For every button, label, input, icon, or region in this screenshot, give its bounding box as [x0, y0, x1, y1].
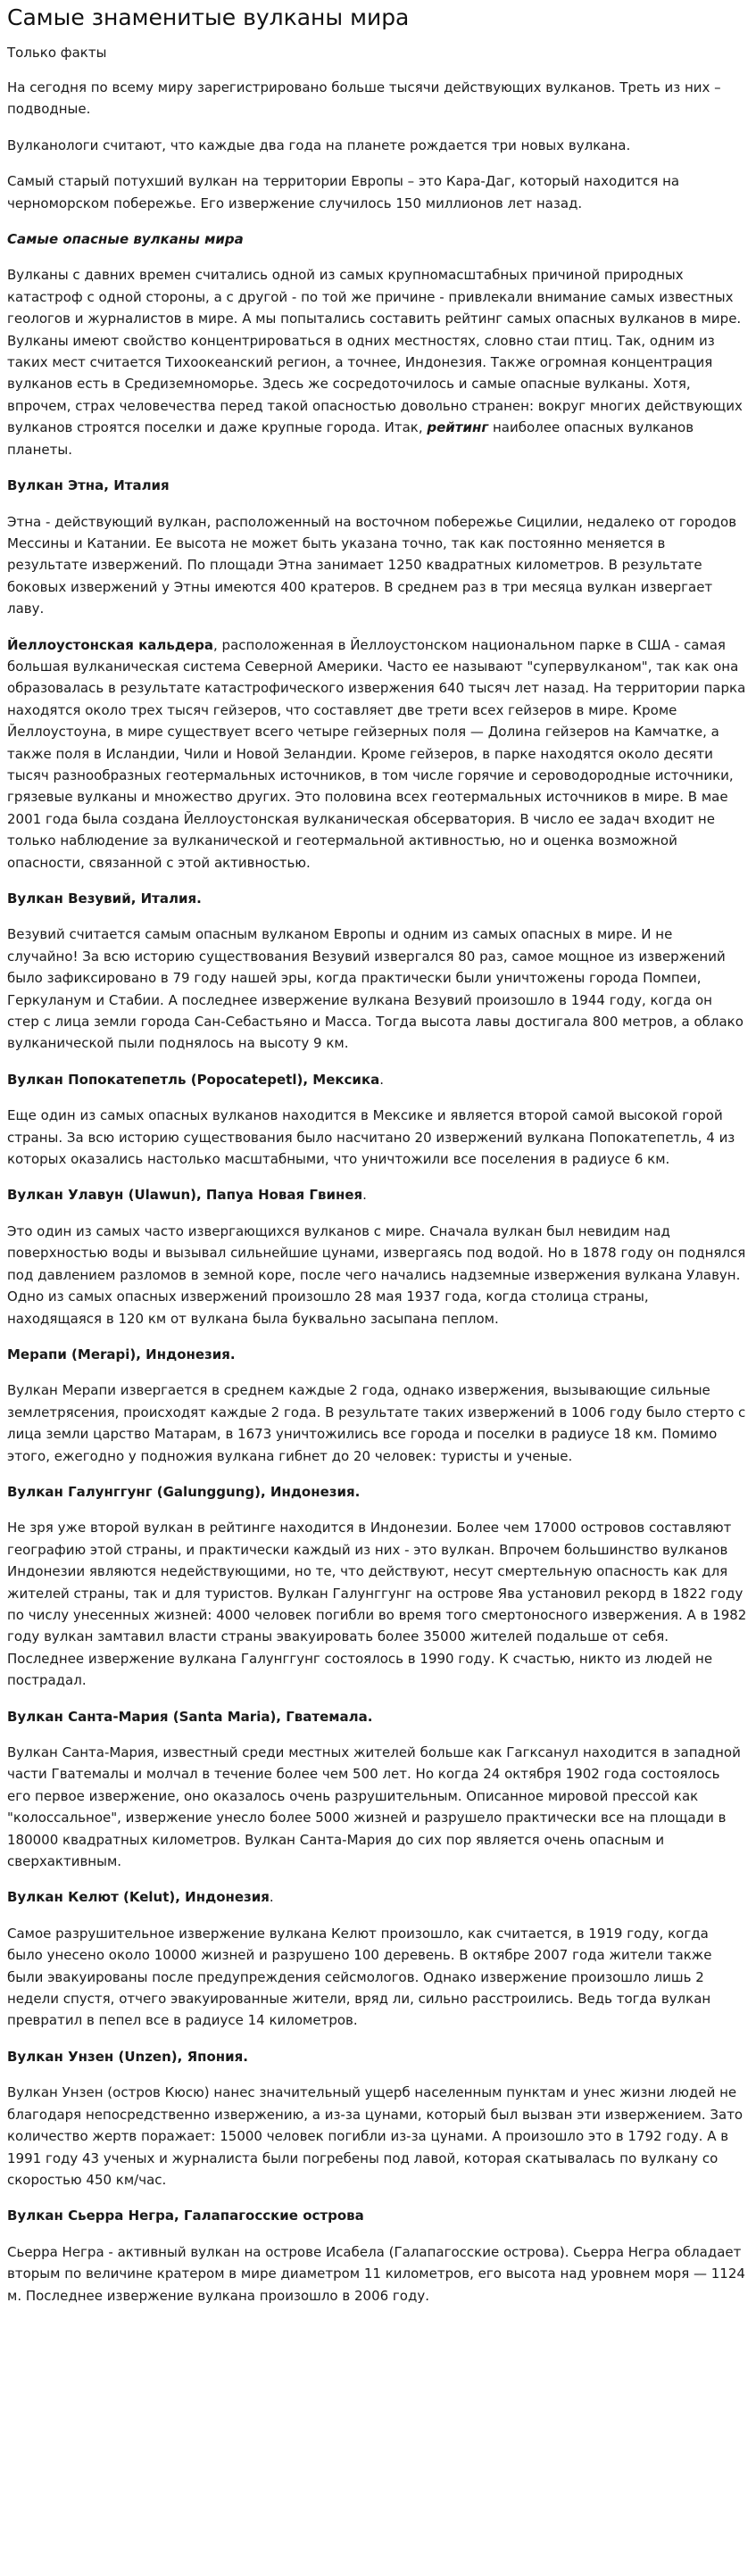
yellowstone-lead: Йеллоустонская кальдера: [7, 636, 214, 653]
section-heading-unzen: Вулкан Унзен (Unzen), Япония.: [7, 2048, 248, 2065]
popocatepetl-heading-tail: .: [379, 1071, 385, 1088]
ulawun-heading-tail: .: [362, 1187, 367, 1204]
section-heading-etna: Вулкан Этна, Италия: [7, 477, 170, 494]
kelut-heading-tail: .: [269, 1889, 274, 1906]
unzen-paragraph: Вулкан Унзен (остров Кюсю) нанес значительный ущерб населенным пунктам и унес жизни людей не благодаря непосредственно извержению, а из-за цунами, который был вызван эти извержением. Зато количество жертв поражает: 15000 человек погибли из-за цунами. А произошло это в 1792 году. А в 1991 году 43 ученых и журналиста были погребены под лавой, которая скатывалась по вулкану со скоростью 450 км/час.: [7, 2084, 744, 2188]
section-heading-ulawun: [7, 1184, 747, 1205]
section-heading-santamaria: Вулкан Санта-Мария (Santa Maria), Гватемала.: [7, 1708, 373, 1725]
dangerous-text-before: Вулканы с давних времен считались одной из самых крупномасштабных причиной природных катастроф с одной стороны, а с другой - по той же причине - привлекали внимание самых известных геологов и журналистов в мире. А мы попытались составить рейтинг самых опасных вулканов в мире. Вулканы имеют свойство концентрироваться в одних местностях, словно стаи птиц. Так, одним из таких мест считается Тихоокеанский регион, а точнее, Индонезия. Также огромная концентрация вулканов есть в Средиземноморье. Здесь же сосредоточилось и самые опасные вулканы. Хотя, впрочем, страх человечества перед такой опасностью довольно странен: вокруг многих действующих вулканов строятся поселки и даже крупные города. Итак,: [7, 267, 743, 436]
yellowstone-text: , расположенная в Йеллоустонском национальном парке в США - самая большая вулканическая система Северной Америки. Часто ее называют "супервулканом", так как она образовалась в результате катастрофического извержения 640 тысяч лет назад. На территории парка находятся около трех тысяч гейзеров, что составляет две трети всех гейзеров в мире. Кроме Йеллоустоуна, в мире существует всего четыре гейзерных поля — Долина гейзеров на Камчатке, а также поля в Исландии, Чили и Новой Зеландии. Кроме гейзеров, в парке находятся около десяти тысяч разнообразных геотермальных источников, в том числе горячие и сероводородные источники, грязевые вулканы и множество других. Это половина всех геотермальных источников в мире. В мае 2001 года была создана Йеллоустонская вулканическая обсерватория. В число ее задач входит не только наблюдение за вулканической и геотермальной активностью, но и оценка возможной опасности, связанной с этой активностью.: [7, 636, 746, 871]
section-heading-kelut: [7, 1886, 747, 1908]
kelut-paragraph: Самое разрушительное извержение вулкана Келют произошло, как считается, в 1919 году, когда было унесено около 10000 жизней и разрушено 100 деревень. В октябре 2007 года жители также были эвакуированы после предупреждения сейсмологов. Однако извержение произошло лишь 2 недели спустя, отчего эвакуированные жители, вряд ли, сильно расстроились. Ведь тогда вулкан превратил в пепел все в радиусе 14 километров.: [7, 1925, 712, 2029]
kelut-heading-text: Вулкан Келют (Kelut), Индонезия: [7, 1889, 270, 1906]
merapi-paragraph: Вулкан Мерапи извергается в среднем каждые 2 года, однако извержения, вызывающие сильные землетрясения, происходят каждые 2 года. В результате таких извержений в 1006 году было стерто с лица земли царство Матарам, в 1673 уничтожились все города и поселки в радиусе 18 км. Помимо этого, ежегодно у подножия вулкана гибнет до 20 человек: туристы и ученые.: [7, 1382, 746, 1464]
popocatepetl-heading-text: Вулкан Попокатепетль (Popocatepetl), Мексика: [7, 1071, 380, 1088]
intro-paragraph-2: Вулканологи считают, что каждые два года на планете рождается три новых вулкана.: [7, 137, 631, 153]
ulawun-heading-text: Вулкан Улавун (Ulawun), Папуа Новая Гвинея: [7, 1187, 363, 1204]
section-heading-galunggung: Вулкан Галунггунг (Galunggung), Индонезия.: [7, 1483, 361, 1500]
vesuvius-paragraph: Везувий считается самым опасным вулканом Европы и одним из самых опасных в мире. И не случайно! За всю историю существования Везувий извергался 80 раз, самое мощное из извержений было зафиксировано в 79 году нашей эры, когда практически были уничтожены города Помпеи, Геркуланум и Стабии. А последнее извержение вулкана Везувий произошло в 1944 году, когда он стер с лица земли города Сан-Себастьяно и Масса. Тогда высота лавы достигала 800 метров, а облако вулканической пыли поднялось на высоту 9 км.: [7, 926, 744, 1052]
rating-emphasis: рейтинг: [427, 419, 489, 436]
intro-paragraph-3: Самый старый потухший вулкан на территории Европы – это Кара-Даг, который находится на черноморском побережье. Его извержение случилось 150 миллионов лет назад.: [7, 173, 680, 211]
sierra-paragraph: Сьерра Негра - активный вулкан на острове Исабела (Галапагосские острова). Сьерра Негра обладает вторым по величине кратером в мире диаметром 11 километров, его высота над уровнем моря — 1124 м. Последнее извержение вулкана произошло в 2006 году.: [7, 2243, 745, 2304]
dangerous-paragraph: [7, 264, 747, 460]
section-heading-popocatepetl: [7, 1069, 747, 1090]
intro-paragraph-1: На сегодня по всему миру зарегистрировано больше тысячи действующих вулканов. Треть из них – подводные.: [7, 79, 721, 118]
section-heading-merapi: Мерапи (Merapi), Индонезия.: [7, 1346, 236, 1363]
dangerous-text-after: наиболее опасных вулканов планеты.: [7, 419, 694, 458]
page-subtitle: Только факты: [7, 45, 107, 61]
ulawun-paragraph: Это один из самых часто извергающихся вулканов с мире. Сначала вулкан был невидим над поверхностью воды и вызывал сильнейшие цунами, извергаясь под водой. Но в 1878 году он поднялся под давлением разломов в земной коре, после чего начались надземные извержения вулкана Улавун. Одно из самых опасных извержений произошло 28 мая 1937 года, когда столица страны, находящаяся в 120 км от вулкана была буквально засыпана пеплом.: [7, 1222, 746, 1327]
galunggung-paragraph: Не зря уже второй вулкан в рейтинге находится в Индонезии. Более чем 17000 островов составляют географию этой страны, и практически каждый из них - это вулкан. Впрочем большинство вулканов Индонезии являются недействующими, но те, что действуют, несут смертельную опасность как для жителей страны, так и для туристов. Вулкан Галунггунг на острове Ява установил рекорд в 1822 году по числу унесенных жизней: 4000 человек погибли во время того смертоносного извержения. А в 1982 году вулкан замтавил власти страны эвакуировать более 35000 жителей подальше от себя. Последнее извержение вулкана Галунггунг состоялось в 1990 году. К счастью, никто из людей не пострадал.: [7, 1520, 747, 1689]
yellowstone-paragraph: [7, 634, 747, 874]
section-heading-dangerous: Самые опасные вулканы мира: [7, 231, 244, 248]
section-heading-vesuvius: Вулкан Везувий, Италия.: [7, 890, 202, 907]
santamaria-paragraph: Вулкан Санта-Мария, известный среди местных жителей больше как Гагксанул находится в западной части Гватемалы и молчал в течение более чем 500 лет. Но когда 24 октября 1902 года состоялось его первое извержение, оно оказалось очень разрушительным. Описанное мировой прессой как "колоссальное", извержение унесло более 5000 жизней и разрушело практически все на площади в 180000 квадратных километров. Вулкан Санта-Мария до сих пор является очень опасным и сверхактивным.: [7, 1744, 741, 1870]
popocatepetl-paragraph: Еще один из самых опасных вулканов находится в Мексике и является второй самой высокой горой страны. За всю историю существования было насчитано 20 извержений вулкана Попокатепетль, 4 из которых оказались настолько масштабными, что уничтожили все поселения в радиусе 6 км.: [7, 1107, 735, 1168]
etna-paragraph: Этна - действующий вулкан, расположенный на восточном побережье Сицилии, недалеко от городов Мессины и Катании. Ее высота не может быть указана точно, так как постоянно меняется в результате извержений. По площади Этна занимает 1250 квадратных километров. В результате боковых извержений у Этны имеются 400 кратеров. В среднем раз в три месяца вулкан извергает лаву.: [7, 513, 737, 617]
page-title: Самые знаменитые вулканы мира: [7, 4, 410, 30]
section-heading-sierra: Вулкан Сьерра Негра, Галапагосские острова: [7, 2207, 364, 2224]
